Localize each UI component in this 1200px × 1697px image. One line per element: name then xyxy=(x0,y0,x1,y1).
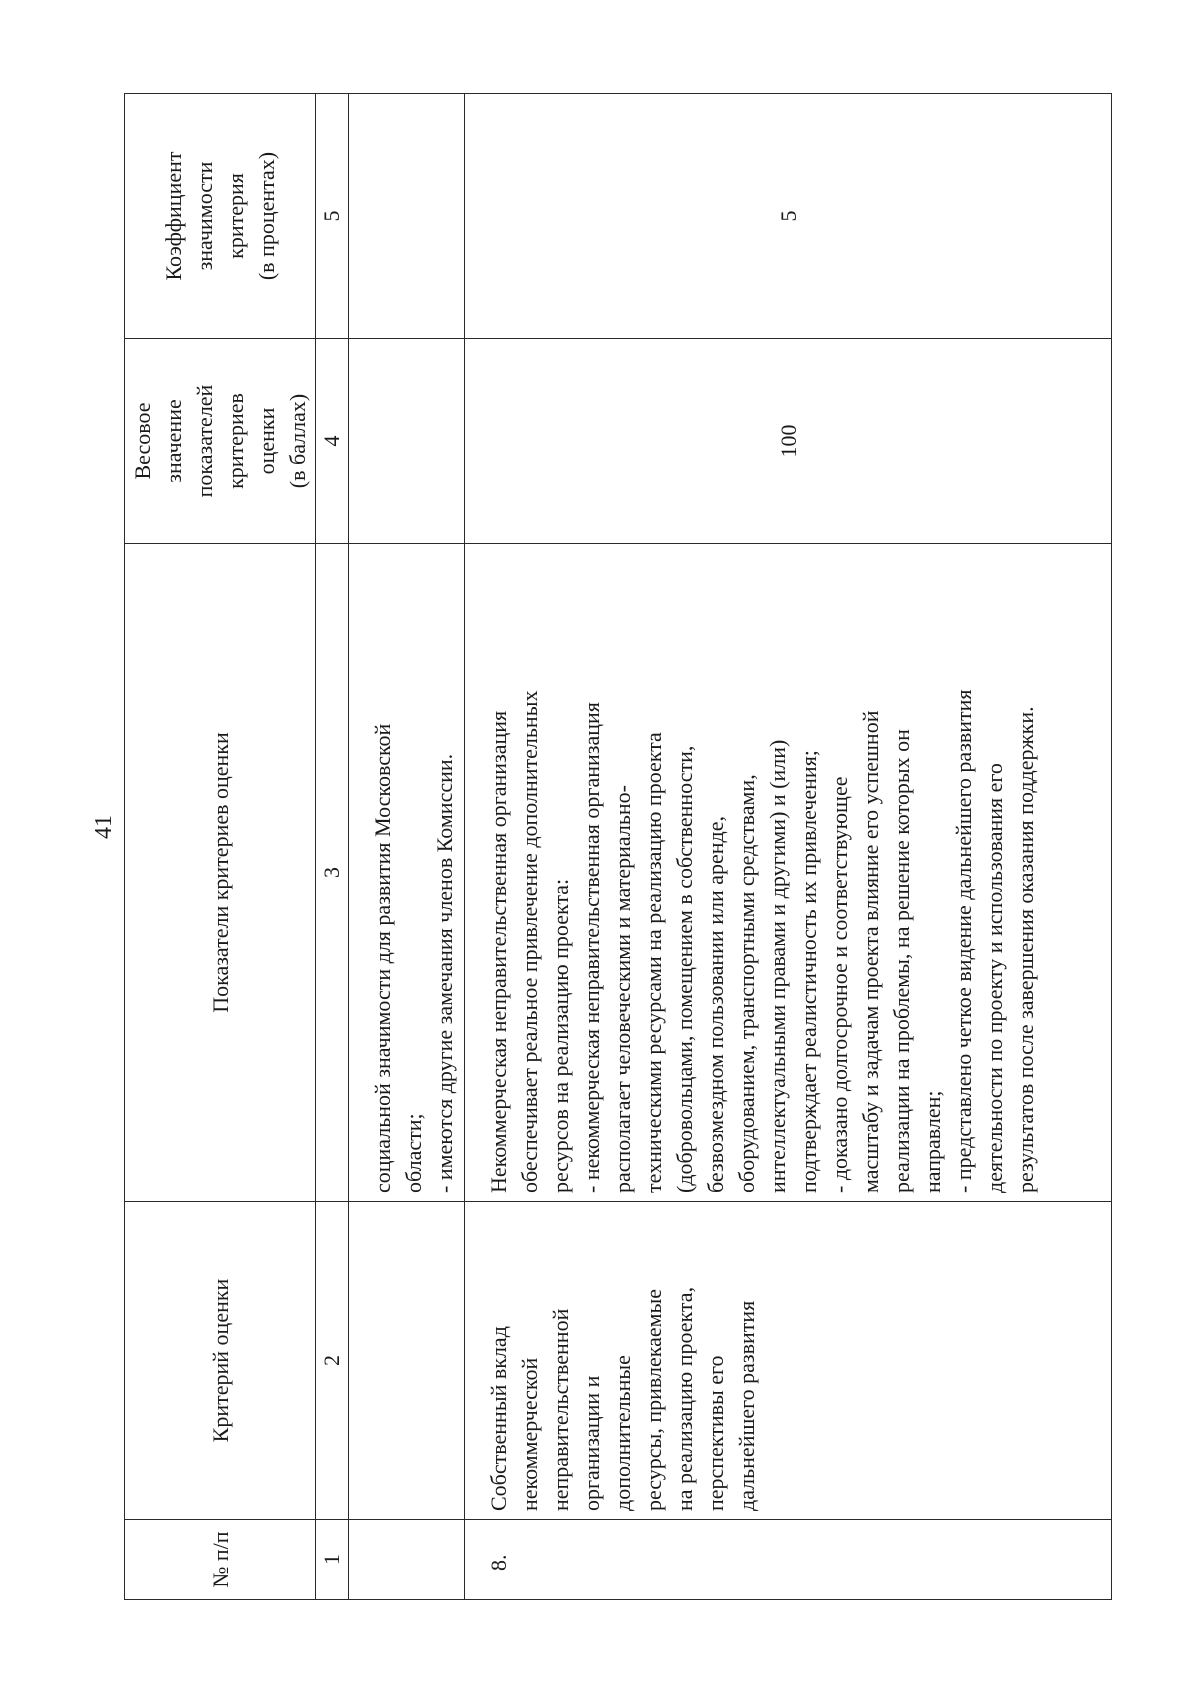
continuation-weight-cell xyxy=(349,339,465,544)
header-weight-line: показателей xyxy=(192,384,217,498)
header-indicators: Показатели критериев оценки xyxy=(125,544,316,1202)
indicator-line: обеспечивает реальное привлечение дополнительных xyxy=(517,690,542,1193)
indicator-line: безвозмездном пользовании или аренде, xyxy=(703,816,728,1193)
continuation-indicators-cell xyxy=(349,544,465,1202)
indicator-line: располагает человеческими и материально- xyxy=(610,785,635,1193)
header-weight-line: (в баллах) xyxy=(285,393,310,489)
criterion-cell xyxy=(465,1202,1112,1520)
continuation-num-cell xyxy=(349,1520,465,1600)
indicator-line: ресурсов на реализацию проекта: xyxy=(548,878,573,1193)
header-coef-line: критерия xyxy=(223,173,248,259)
criterion-line: дальнейшего развития xyxy=(734,1300,759,1511)
header-weight-line: Весовое xyxy=(130,402,155,480)
page-number: 41 xyxy=(91,815,117,839)
continuation-criterion-cell xyxy=(349,1202,465,1520)
weight-cell: 100 xyxy=(465,339,1112,544)
table-row-8 xyxy=(465,94,1112,1600)
header-num: № п/п xyxy=(125,1520,316,1600)
header-coef-line: Коэффициент xyxy=(161,151,186,281)
row-number: 8. xyxy=(465,1520,1112,1600)
indicator-line: направлен; xyxy=(920,1090,945,1193)
indicator-line: области; xyxy=(401,1113,426,1193)
criterion-line: дополнительные xyxy=(610,1355,635,1511)
indicator-line: Некоммерческая неправительственная организация xyxy=(486,710,511,1193)
continuation-coef-cell xyxy=(349,94,465,339)
column-number: 1 xyxy=(316,1520,349,1600)
column-number: 3 xyxy=(316,544,349,1202)
coef-cell: 5 xyxy=(465,94,1112,339)
column-number: 2 xyxy=(316,1202,349,1520)
table-header-row xyxy=(125,94,316,1600)
criterion-line: некоммерческой xyxy=(517,1357,542,1511)
indicator-line: - некоммерческая неправительственная организация xyxy=(579,702,604,1193)
indicator-line: техническими ресурсами на реализацию проекта xyxy=(641,732,666,1193)
indicator-line: - представлено четкое видение дальнейшего развития xyxy=(951,689,976,1193)
column-number-row xyxy=(316,94,349,1600)
header-weight-line: оценки xyxy=(254,407,279,475)
indicator-line: интеллектуальными правами и другими) и (или) xyxy=(765,739,790,1193)
indicator-line: реализации на проблемы, на решение которых он xyxy=(889,729,914,1193)
column-number: 5 xyxy=(316,94,349,339)
indicators-cell xyxy=(465,544,1112,1202)
criterion-line: ресурсы, привлекаемые xyxy=(641,1288,666,1511)
indicator-line: оборудованием, транспортными средствами, xyxy=(734,774,759,1193)
indicator-line: результатов после завершения оказания поддержки. xyxy=(1013,706,1038,1193)
header-weight-line: критериев xyxy=(223,393,248,489)
header-weight xyxy=(125,339,316,544)
criterion-line: перспективы его xyxy=(703,1355,728,1511)
header-criterion: Критерий оценки xyxy=(125,1202,316,1520)
criteria-table xyxy=(124,93,1112,1600)
indicator-line: деятельности по проекту и использования его xyxy=(982,763,1007,1193)
continuation-row xyxy=(349,94,465,1600)
criterion-line: организации и xyxy=(579,1375,604,1511)
indicator-line: - имеются другие замечания членов Комиссии. xyxy=(432,753,457,1193)
indicator-line: социальной значимости для развития Московской xyxy=(370,723,395,1193)
criterion-line: неправительственной xyxy=(548,1308,573,1511)
indicator-line: - доказано долгосрочное и соответствующее xyxy=(827,776,852,1193)
header-coef-line: значимости xyxy=(192,161,217,271)
criterion-line: на реализацию проекта, xyxy=(672,1286,697,1511)
indicator-line: подтверждает реалистичность их привлечения; xyxy=(796,750,821,1193)
rotated-table-wrapper xyxy=(124,94,1112,1600)
column-number: 4 xyxy=(316,339,349,544)
criterion-line: Собственный вклад xyxy=(486,1326,511,1511)
header-weight-line: значение xyxy=(161,399,186,483)
header-coef xyxy=(125,94,316,339)
indicator-line: масштабу и задачам проекта влияние его успешной xyxy=(858,710,883,1193)
indicator-line: (добровольцами, помещением в собственности, xyxy=(672,745,697,1193)
header-coef-line: (в процентах) xyxy=(254,151,279,281)
